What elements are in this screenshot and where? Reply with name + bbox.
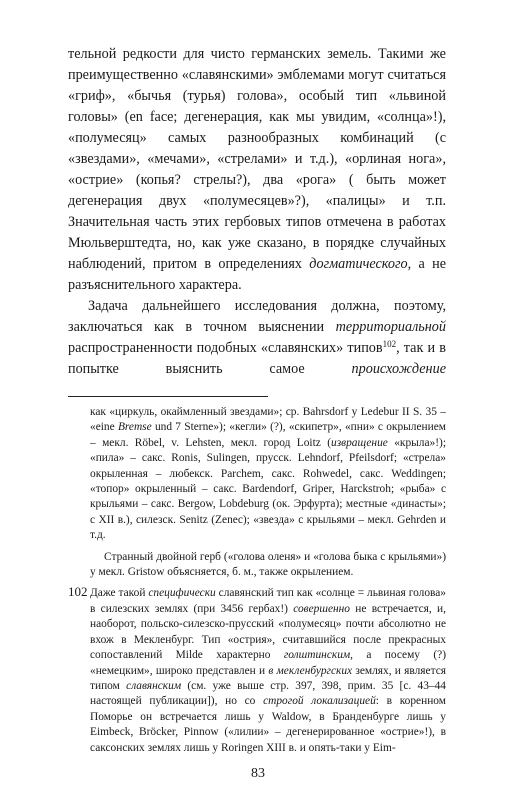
footnote-ref: 102 xyxy=(382,339,397,349)
italic-text: совершенно xyxy=(293,602,351,615)
italic-text: строгой локализацией xyxy=(263,695,376,708)
paragraph-1 xyxy=(68,44,446,296)
paragraph-2 xyxy=(68,296,446,380)
text-run: Задача дальнейшего исследования должна, поэтому, заключаться как в точном выяснении xyxy=(68,298,446,335)
footnote-102 xyxy=(68,584,446,755)
text-run: Даже такой xyxy=(90,587,149,600)
italic-text: извращение xyxy=(331,436,388,449)
text-run: распространенности подобных «славянских» типов xyxy=(68,340,383,356)
footnotes xyxy=(68,405,446,756)
text-run: не встречается, и, наоборот, польско-силезско-прусский «полумесяц» почти абсолютно не вхож в Мекленбург. Тип «острия», считавшийся после прекрасных сопоставлений Milde характерно xyxy=(90,602,446,662)
footnote-continuation xyxy=(68,405,446,544)
text-run: , так и в попытке выяснить самое xyxy=(68,340,446,377)
main-text xyxy=(68,44,446,380)
page-content xyxy=(68,44,446,756)
footnote-separator xyxy=(68,396,268,397)
text-run: Странный двойной герб («голова оленя» и «голова быка с крыльями») у мекл. Gristow объясняется, б. м., также окрылением. xyxy=(90,550,446,579)
italic-text: специфически xyxy=(148,587,216,600)
footnote-continuation-paragraph xyxy=(68,550,446,581)
footnote-number: 102 xyxy=(68,584,88,600)
italic-text: славянским xyxy=(126,679,182,692)
text-run: как «циркуль, окаймленный звездами»; ср. Bahrsdorf у Ledebur II S. 35 – «eine xyxy=(90,406,446,434)
text-run: тельной редкости для чисто германских земель. Такими же преимущественно «славянскими» эмблемами могут считаться «гриф», «бычья (турья) голова», особый тип «львиной головы» (en face; дегенерация, как мы увидим, «солнца»!), «полумесяц» самых разнообразных комбинаций (с «звездами», «мечами», «стрелами» и т.д.), «орлиная нога», «острие» (копья? стрелы?), два «рога» ( быть может дегенерация двух «полумесяцев»?), «палицы» и т.п. Значительная часть этих гербовых типов отмечена в работах Мюльверштедта, но, как уже сказано, в порядке случайных наблюдений, притом в определениях xyxy=(68,46,446,272)
text-run: славянский тип как «солнце = львиная голова» в силезских землях (при 3456 гербах!) xyxy=(90,587,446,615)
italic-text: догматического xyxy=(309,256,408,272)
text-run: : в коренном Поморье он встречается лишь у Waldow, в Бранденбурге лишь у Eimbeck, Bröcker, Pinnow («лилии» – дегенерированное «острие»!), в саксонских землях лишь у Roringen XIII в. и опять-таки у Eim- xyxy=(90,695,446,754)
italic-text: голштинским xyxy=(283,649,351,662)
italic-text: в мекленбургских xyxy=(268,664,353,677)
text-run: (см. уже выше стр. 397, 398, прим. 35 [с. 43–44 настоящей публикации]), но со xyxy=(90,679,446,708)
italic-text: происхождение xyxy=(351,361,446,377)
text-run: «крыла»!); «пила» – сакс. Ronis, Sulingen, прусск. Lehndorf, Pfeilsdorf; «стрела» окрыленная – любекск. Parchem, сакс. Rohwedel, сакс. Weddingen; «топор» окрыленный – сакс. Bardendorf, Griper, Harckstroh; «рыба» с крыльями – сакс. Bergow, Lobdeburg (ок. Эрфурта); местные «династы»; с XII в.), силезск. Senitz (Zenec); «звезда» с крыльями – мекл. Gehrden и т.д. xyxy=(90,436,446,542)
text-run: und 7 Sterne»); «кегли» (?), «скипетр», «пни» с окрылением – мекл. Röbel, v. Lehsten, мекл. город Loitz ( xyxy=(90,421,447,449)
italic-text: Bremse xyxy=(117,421,152,434)
text-run: , а не разъяснительного характера. xyxy=(68,256,447,293)
footnote-102-text xyxy=(90,587,446,753)
page-number: 83 xyxy=(251,766,265,781)
italic-text: территориальной xyxy=(335,319,446,335)
text-run: , а посему (?) «немецким», широко представлен и xyxy=(90,649,446,677)
text-run: землях, и является типом xyxy=(90,664,447,692)
